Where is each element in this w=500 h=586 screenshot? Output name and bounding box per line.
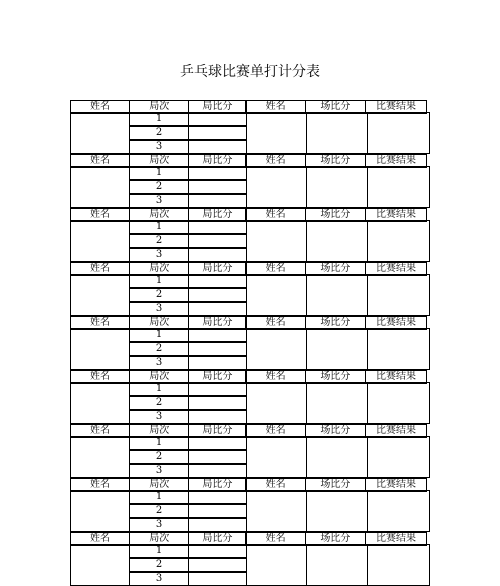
header-match-score: 场比分 xyxy=(305,100,366,114)
header-match-score: 场比分 xyxy=(305,208,366,222)
header-game-score: 局比分 xyxy=(188,478,246,492)
match-score-cell[interactable] xyxy=(306,436,368,478)
match-block xyxy=(70,370,430,424)
game-score-cell[interactable] xyxy=(188,436,247,450)
header-game-score: 局比分 xyxy=(188,262,246,276)
opponent-name-cell[interactable] xyxy=(246,382,307,424)
game-score-cell[interactable] xyxy=(188,410,247,424)
match-score-cell[interactable] xyxy=(306,166,368,208)
game-number-cell: 2 xyxy=(129,126,189,140)
page-title: 乒乓球比赛单打计分表 xyxy=(180,64,320,80)
match-score-cell[interactable] xyxy=(306,274,368,316)
game-score-cell[interactable] xyxy=(188,112,247,126)
game-number-cell: 3 xyxy=(129,248,189,262)
opponent-name-cell[interactable] xyxy=(246,112,307,154)
result-cell[interactable] xyxy=(367,436,430,478)
player-name-cell[interactable] xyxy=(70,382,130,424)
header-result: 比赛结果 xyxy=(365,262,427,276)
header-game-score: 局比分 xyxy=(188,208,246,222)
result-cell[interactable] xyxy=(367,328,430,370)
game-number-cell: 1 xyxy=(129,544,189,558)
header-opponent-name: 姓名 xyxy=(246,478,306,492)
header-match-score: 场比分 xyxy=(305,316,366,330)
header-opponent-name: 姓名 xyxy=(246,424,306,438)
header-result: 比赛结果 xyxy=(365,100,427,114)
match-block xyxy=(70,208,430,262)
game-number-cell: 1 xyxy=(129,328,189,342)
header-game: 局次 xyxy=(129,154,189,168)
game-number-cell: 2 xyxy=(129,504,189,518)
match-score-cell[interactable] xyxy=(306,490,368,532)
header-game: 局次 xyxy=(129,100,189,114)
game-score-cell[interactable] xyxy=(188,382,247,396)
header-player-name: 姓名 xyxy=(70,532,130,546)
game-number-cell: 1 xyxy=(129,220,189,234)
game-number-cell: 1 xyxy=(129,490,189,504)
game-score-cell[interactable] xyxy=(188,518,247,532)
game-score-cell[interactable] xyxy=(188,220,247,234)
game-score-cell[interactable] xyxy=(188,126,247,140)
header-match-score: 场比分 xyxy=(305,154,366,168)
match-block xyxy=(70,532,430,586)
header-opponent-name: 姓名 xyxy=(246,370,306,384)
header-result: 比赛结果 xyxy=(365,316,427,330)
header-player-name: 姓名 xyxy=(70,154,130,168)
game-number-cell: 3 xyxy=(129,194,189,208)
game-number-cell: 1 xyxy=(129,436,189,450)
score-sheet xyxy=(70,100,430,586)
game-score-cell[interactable] xyxy=(188,166,247,180)
game-score-cell[interactable] xyxy=(188,572,247,586)
result-cell[interactable] xyxy=(367,220,430,262)
header-game-score: 局比分 xyxy=(188,154,246,168)
game-number-cell: 1 xyxy=(129,112,189,126)
game-score-cell[interactable] xyxy=(188,234,247,248)
header-result: 比赛结果 xyxy=(365,208,427,222)
match-block xyxy=(70,316,430,370)
opponent-name-cell[interactable] xyxy=(246,436,307,478)
game-score-cell[interactable] xyxy=(188,194,247,208)
game-score-cell[interactable] xyxy=(188,464,247,478)
game-score-cell[interactable] xyxy=(188,450,247,464)
header-opponent-name: 姓名 xyxy=(246,100,306,114)
header-game: 局次 xyxy=(129,424,189,438)
game-score-cell[interactable] xyxy=(188,328,247,342)
header-result: 比赛结果 xyxy=(365,370,427,384)
game-number-cell: 3 xyxy=(129,518,189,532)
opponent-name-cell[interactable] xyxy=(246,220,307,262)
opponent-name-cell[interactable] xyxy=(246,328,307,370)
header-game-score: 局比分 xyxy=(188,100,246,114)
result-cell[interactable] xyxy=(367,166,430,208)
player-name-cell[interactable] xyxy=(70,220,130,262)
game-score-cell[interactable] xyxy=(188,544,247,558)
header-player-name: 姓名 xyxy=(70,208,130,222)
player-name-cell[interactable] xyxy=(70,274,130,316)
game-number-cell: 1 xyxy=(129,382,189,396)
player-name-cell[interactable] xyxy=(70,436,130,478)
match-block xyxy=(70,478,430,532)
game-number-cell: 2 xyxy=(129,180,189,194)
game-number-cell: 3 xyxy=(129,572,189,586)
header-opponent-name: 姓名 xyxy=(246,208,306,222)
header-match-score: 场比分 xyxy=(305,478,366,492)
game-number-cell: 3 xyxy=(129,302,189,316)
match-score-cell[interactable] xyxy=(306,328,368,370)
header-game-score: 局比分 xyxy=(188,370,246,384)
header-game: 局次 xyxy=(129,262,189,276)
game-number-cell: 2 xyxy=(129,342,189,356)
header-game-score: 局比分 xyxy=(188,316,246,330)
game-number-cell: 1 xyxy=(129,166,189,180)
game-score-cell[interactable] xyxy=(188,504,247,518)
header-match-score: 场比分 xyxy=(305,424,366,438)
header-game: 局次 xyxy=(129,532,189,546)
header-player-name: 姓名 xyxy=(70,370,130,384)
header-player-name: 姓名 xyxy=(70,478,130,492)
game-score-cell[interactable] xyxy=(188,342,247,356)
result-cell[interactable] xyxy=(367,274,430,316)
header-result: 比赛结果 xyxy=(365,154,427,168)
player-name-cell[interactable] xyxy=(70,544,130,586)
match-block xyxy=(70,100,430,154)
header-result: 比赛结果 xyxy=(365,532,427,546)
header-player-name: 姓名 xyxy=(70,100,130,114)
game-number-cell: 3 xyxy=(129,356,189,370)
match-block xyxy=(70,424,430,478)
header-match-score: 场比分 xyxy=(305,532,366,546)
opponent-name-cell[interactable] xyxy=(246,274,307,316)
header-opponent-name: 姓名 xyxy=(246,316,306,330)
header-game: 局次 xyxy=(129,208,189,222)
result-cell[interactable] xyxy=(367,544,430,586)
match-block xyxy=(70,154,430,208)
header-result: 比赛结果 xyxy=(365,478,427,492)
player-name-cell[interactable] xyxy=(70,112,130,154)
game-score-cell[interactable] xyxy=(188,356,247,370)
game-score-cell[interactable] xyxy=(188,396,247,410)
game-number-cell: 3 xyxy=(129,140,189,154)
game-score-cell[interactable] xyxy=(188,302,247,316)
header-game: 局次 xyxy=(129,370,189,384)
game-number-cell: 2 xyxy=(129,396,189,410)
player-name-cell[interactable] xyxy=(70,328,130,370)
result-cell[interactable] xyxy=(367,382,430,424)
player-name-cell[interactable] xyxy=(70,490,130,532)
header-match-score: 场比分 xyxy=(305,370,366,384)
header-game-score: 局比分 xyxy=(188,424,246,438)
header-result: 比赛结果 xyxy=(365,424,427,438)
opponent-name-cell[interactable] xyxy=(246,544,307,586)
opponent-name-cell[interactable] xyxy=(246,166,307,208)
player-name-cell[interactable] xyxy=(70,166,130,208)
game-score-cell[interactable] xyxy=(188,288,247,302)
match-score-cell[interactable] xyxy=(306,382,368,424)
header-game: 局次 xyxy=(129,316,189,330)
match-score-cell[interactable] xyxy=(306,112,368,154)
header-match-score: 场比分 xyxy=(305,262,366,276)
game-number-cell: 2 xyxy=(129,234,189,248)
game-number-cell: 3 xyxy=(129,464,189,478)
game-score-cell[interactable] xyxy=(188,274,247,288)
opponent-name-cell[interactable] xyxy=(246,490,307,532)
game-number-cell: 2 xyxy=(129,558,189,572)
header-player-name: 姓名 xyxy=(70,262,130,276)
header-player-name: 姓名 xyxy=(70,316,130,330)
header-opponent-name: 姓名 xyxy=(246,262,306,276)
header-game: 局次 xyxy=(129,478,189,492)
header-game-score: 局比分 xyxy=(188,532,246,546)
match-score-cell[interactable] xyxy=(306,220,368,262)
match-block xyxy=(70,262,430,316)
header-player-name: 姓名 xyxy=(70,424,130,438)
game-number-cell: 2 xyxy=(129,288,189,302)
header-opponent-name: 姓名 xyxy=(246,154,306,168)
game-score-cell[interactable] xyxy=(188,248,247,262)
game-number-cell: 3 xyxy=(129,410,189,424)
game-score-cell[interactable] xyxy=(188,180,247,194)
game-number-cell: 2 xyxy=(129,450,189,464)
result-cell[interactable] xyxy=(367,112,430,154)
game-score-cell[interactable] xyxy=(188,558,247,572)
result-cell[interactable] xyxy=(367,490,430,532)
game-number-cell: 1 xyxy=(129,274,189,288)
game-score-cell[interactable] xyxy=(188,490,247,504)
match-score-cell[interactable] xyxy=(306,544,368,586)
header-opponent-name: 姓名 xyxy=(246,532,306,546)
game-score-cell[interactable] xyxy=(188,140,247,154)
